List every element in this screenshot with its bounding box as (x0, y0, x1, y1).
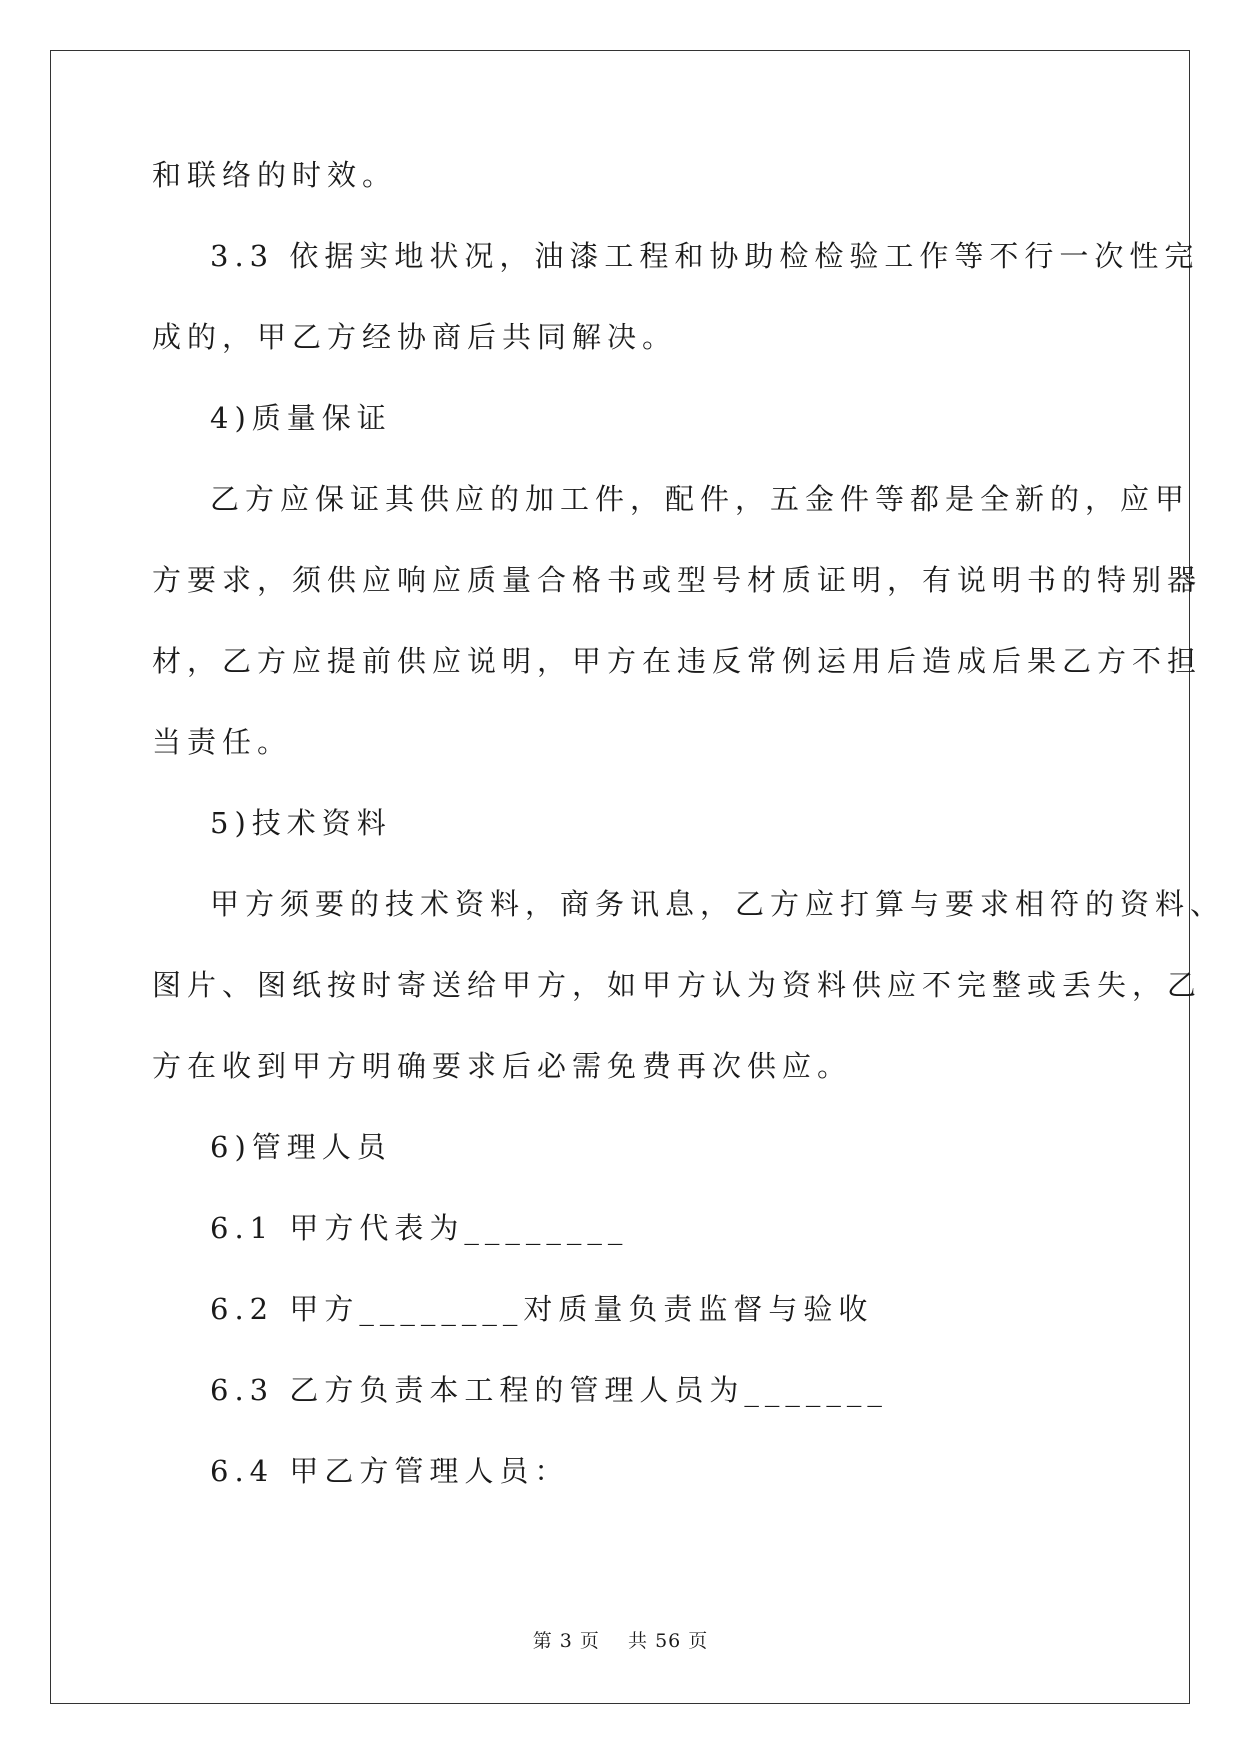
section-heading-technical-data: 5)技术资料 (210, 806, 392, 840)
paragraph-quality-guarantee: 乙方应保证其供应的加工件，配件，五金件等都是全新的，应甲 (210, 482, 1191, 516)
document-body (152, 135, 1226, 1512)
clause-6-4: 6.4 甲乙方管理人员： (210, 1454, 570, 1488)
section-heading-management-personnel: 6)管理人员 (210, 1130, 392, 1164)
paragraph-technical-data: 甲方须要的技术资料，商务讯息，乙方应打算与要求相符的资料、 (210, 887, 1226, 921)
text-line-continuation: 和联络的时效。 (152, 158, 398, 192)
page-number-footer: 第 3 页 共 56 页 (532, 1630, 709, 1652)
paragraph-3-3: 3.3 依据实地状况，油漆工程和协助检检验工作等不行一次性完 (210, 239, 1200, 273)
clause-6-3: 6.3 乙方负责本工程的管理人员为_______ (210, 1373, 888, 1407)
paragraph-quality-guarantee-line-2: 方要求，须供应响应质量合格书或型号材质证明，有说明书的特别器 (152, 563, 1203, 597)
paragraph-technical-data-line-3: 方在收到甲方明确要求后必需免费再次供应。 (152, 1049, 853, 1083)
clause-6-1: 6.1 甲方代表为________ (210, 1211, 629, 1245)
section-heading-quality-guarantee: 4)质量保证 (210, 401, 392, 435)
paragraph-quality-guarantee-line-3: 材，乙方应提前供应说明，甲方在违反常例运用后造成后果乙方不担 (152, 644, 1203, 678)
paragraph-quality-guarantee-line-4: 当责任。 (152, 725, 293, 759)
paragraph-technical-data-line-2: 图片、图纸按时寄送给甲方，如甲方认为资料供应不完整或丢失，乙 (152, 968, 1203, 1002)
clause-6-2: 6.2 甲方________对质量负责监督与验收 (210, 1292, 874, 1326)
paragraph-3-3-continuation: 成的，甲乙方经协商后共同解决。 (152, 320, 678, 354)
